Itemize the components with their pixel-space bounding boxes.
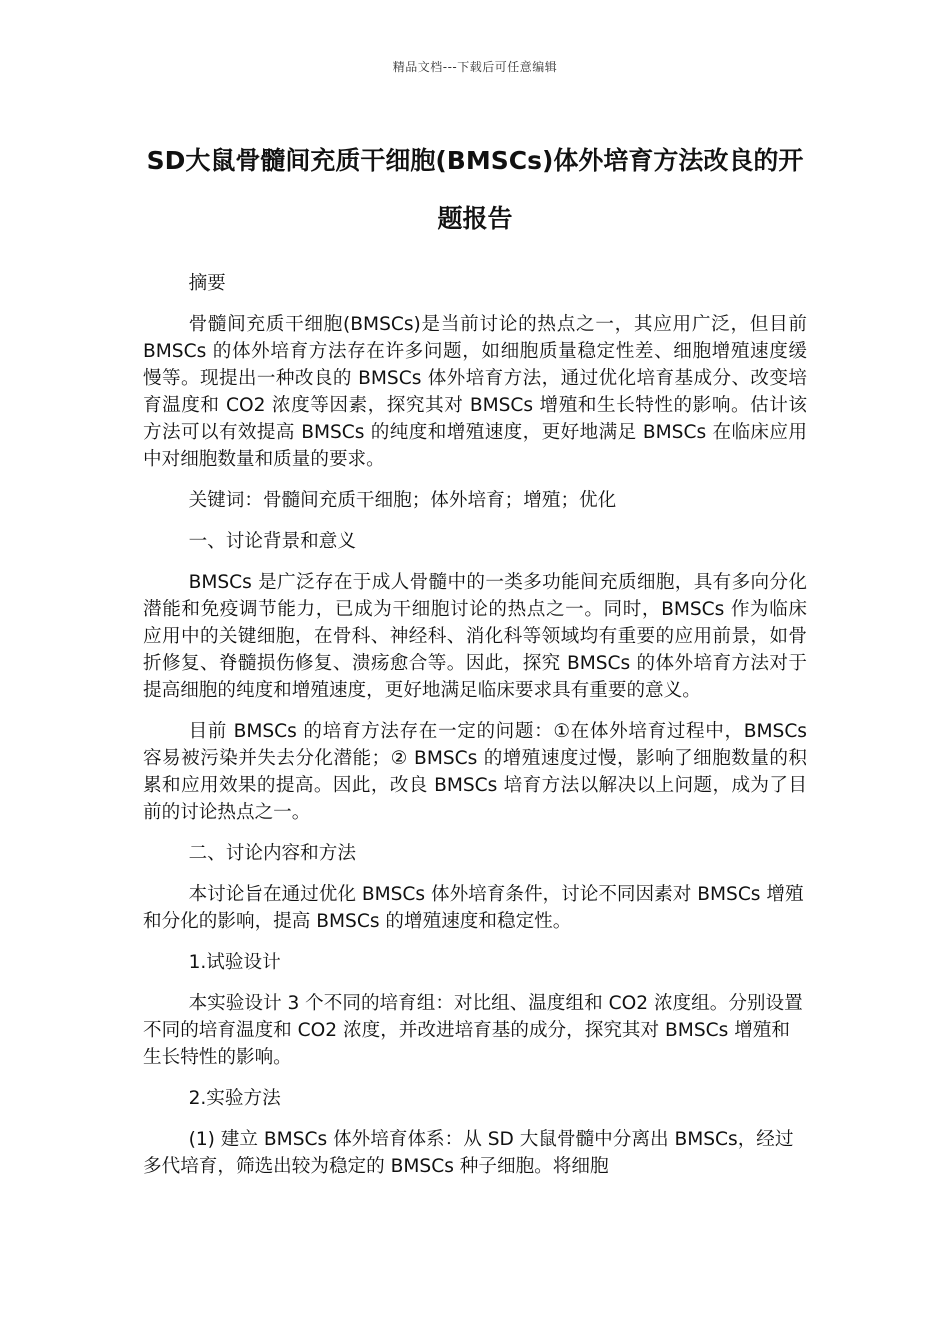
problems-paragraph: 目前 BMSCs 的培育方法存在一定的问题：①在体外培育过程中，BMSCs 容易被污染并失去分化潜能；② BMSCs 的增殖速度过慢，影响了细胞数量的积累和应用效果的提高。因此，改良 BMSCs 培育方法以解决以上问题，成为了目前的讨论热点之一。 bbox=[143, 721, 807, 823]
section-heading-methods: 二、讨论内容和方法 bbox=[188, 843, 356, 864]
aim-paragraph: 本讨论旨在通过优化 BMSCs 体外培育条件，讨论不同因素对 BMSCs 增殖和分化的影响，提高 BMSCs 的增殖速度和稳定性。 bbox=[143, 884, 804, 932]
keywords-paragraph: 关键词：骨髓间充质干细胞；体外培育；增殖；优化 bbox=[188, 490, 617, 511]
document-body bbox=[143, 270, 807, 1194]
abstract-heading: 摘要 bbox=[188, 273, 226, 294]
document-title: SD大鼠骨髓间充质干细胞(BMSCs)体外培育方法改良的开题报告 bbox=[146, 146, 804, 233]
subheading-design: 1.试验设计 bbox=[188, 952, 281, 973]
method-step-1-paragraph: (1) 建立 BMSCs 体外培育体系：从 SD 大鼠骨髓中分离出 BMSCs，经过多代培育，筛选出较为稳定的 BMSCs 种子细胞。将细胞 bbox=[143, 1129, 794, 1177]
background-paragraph: BMSCs 是广泛存在于成人骨髓中的一类多功能间充质细胞，具有多向分化潜能和免疫调节能力，已成为干细胞讨论的热点之一。同时，BMSCs 作为临床应用中的关键细胞，在骨科、神经科、消化科等领域均有重要的应用前景，如骨折修复、脊髓损伤修复、溃疡愈合等。因此，探究 BMSCs 的体外培育方法对于提高细胞的纯度和增殖速度，更好地满足临床要求具有重要的意义。 bbox=[143, 572, 807, 701]
section-heading-background: 一、讨论背景和意义 bbox=[188, 531, 356, 552]
abstract-paragraph: 骨髓间充质干细胞(BMSCs)是当前讨论的热点之一，其应用广泛，但目前 BMSCs 的体外培育方法存在许多问题，如细胞质量稳定性差、细胞增殖速度缓慢等。现提出一种改良的 BMSCs 体外培育方法，通过优化培育基成分、改变培育温度和 CO2 浓度等因素，探究其对 BMSCs 增殖和生长特性的影响。估计该方法可以有效提高 BMSCs 的纯度和增殖速度，更好地满足 BMSCs 在临床应用中对细胞数量和质量的要求。 bbox=[143, 314, 807, 470]
design-paragraph: 本实验设计 3 个不同的培育组：对比组、温度组和 CO2 浓度组。分别设置不同的培育温度和 CO2 浓度，并改进培育基的成分，探究其对 BMSCs 增殖和生长特性的影响。 bbox=[143, 993, 803, 1068]
page-header: 精品文档---下载后可任意编辑 bbox=[392, 60, 558, 74]
subheading-methods: 2.实验方法 bbox=[188, 1088, 281, 1109]
